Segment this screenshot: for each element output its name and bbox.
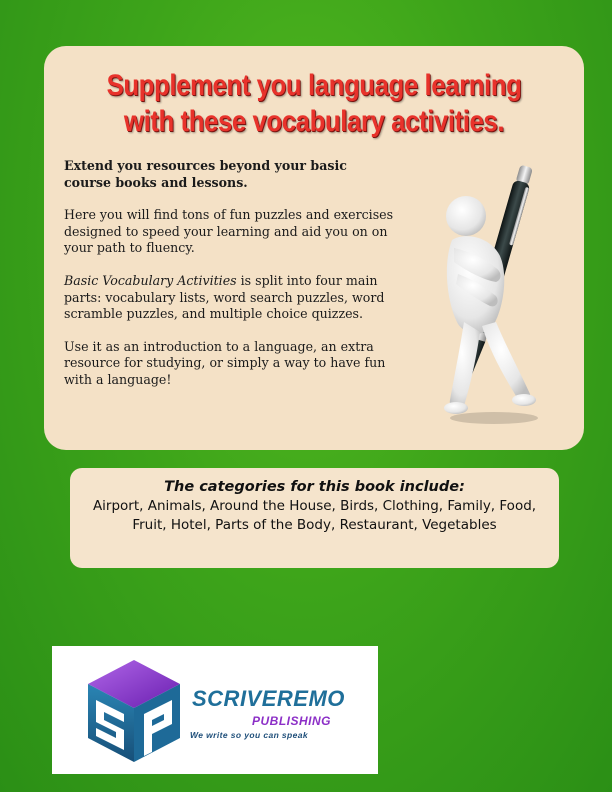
headline [82,68,546,140]
usage-paragraph: Use it as an introduction to a language, an extra resource for studying, or simply a way to have fun with a language! [64,338,386,387]
publisher-tagline: We write so you can speak [190,730,309,740]
description-text [64,158,394,405]
cube-sp-logo-icon [84,656,184,766]
categories-title: The categories for this book include: [164,479,465,495]
publisher-logo [52,646,378,774]
parts-paragraph-rest: is split into four main parts: vocabulary lists, word search puzzles, word scramble puzzles, and multiple choice quizzes. [64,272,385,322]
headline-line-1: Supplement you language learning [106,69,522,102]
description-panel [44,46,584,450]
categories-box [70,468,559,568]
publisher-subtitle: PUBLISHING [252,714,332,728]
headline-line-2: with these vocabulary activities. [123,105,505,138]
book-title: Basic Vocabulary Activities [64,272,237,288]
parts-paragraph [64,273,394,323]
figure-with-pen-icon [424,156,554,426]
intro-paragraph: Extend you resources beyond your basic course books and lessons. [64,158,347,190]
categories-list: Airport, Animals, Around the House, Birds, Clothing, Family, Food, Fruit, Hotel, Parts of the Body, Restaurant, Vegetables [92,498,537,533]
publisher-name: SCRIVEREMO [192,686,345,711]
puzzles-paragraph: Here you will find tons of fun puzzles and exercises designed to speed your learning and aid you on on your path to fluency. [64,207,394,256]
